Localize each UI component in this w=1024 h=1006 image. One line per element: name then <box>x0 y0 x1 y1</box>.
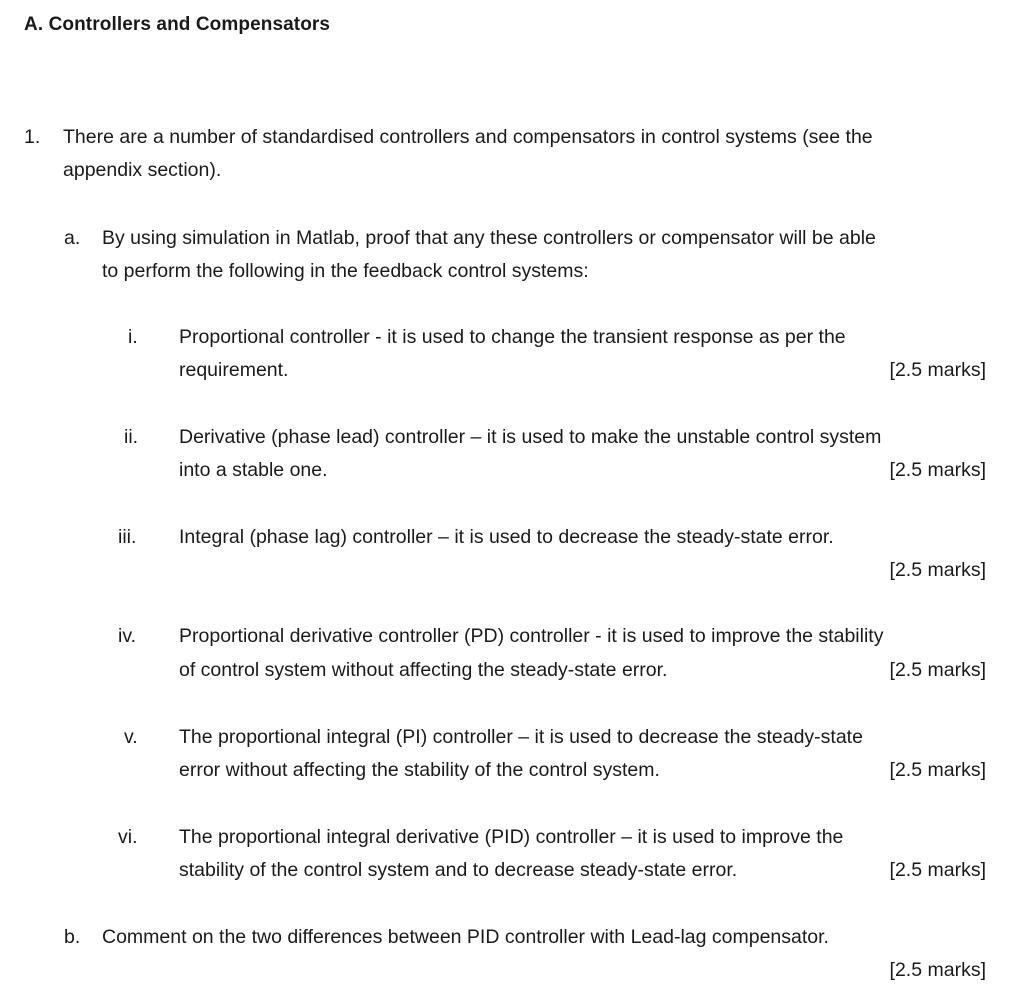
item-ii-marks: [2.5 marks] <box>889 459 986 481</box>
item-v-label: v. <box>124 726 138 748</box>
item-v-line2: error without affecting the stability of the control system. <box>179 759 660 781</box>
item-iv-line2: of control system without affecting the steady-state error. <box>179 659 668 681</box>
item-v-line1: The proportional integral (PI) controller – it is used to decrease the steady-state <box>179 726 863 748</box>
item-i-label: i. <box>128 326 138 348</box>
item-ii-line2: into a stable one. <box>179 459 328 481</box>
item-iii-label: iii. <box>118 526 137 548</box>
item-iv-line1: Proportional derivative controller (PD) controller - it is used to improve the stability <box>179 625 884 647</box>
part-b-label: b. <box>64 926 81 948</box>
item-iii-line1: Integral (phase lag) controller – it is used to decrease the steady-state error. <box>179 526 834 548</box>
item-i-line2: requirement. <box>179 359 289 381</box>
item-vi-line2: stability of the control system and to decrease steady-state error. <box>179 859 738 881</box>
item-i-marks: [2.5 marks] <box>889 359 986 381</box>
item-iv-marks: [2.5 marks] <box>889 659 986 681</box>
part-a-line1: By using simulation in Matlab, proof that any these controllers or compensator will be able <box>102 227 876 249</box>
item-vi-label: vi. <box>118 826 138 848</box>
section-title: A. Controllers and Compensators <box>24 14 331 35</box>
item-iii-marks: [2.5 marks] <box>889 559 986 581</box>
question-number: 1. <box>24 126 41 148</box>
part-a-label: a. <box>64 227 81 249</box>
item-v-marks: [2.5 marks] <box>889 759 986 781</box>
item-ii-label: ii. <box>124 426 139 448</box>
question-text-line1: There are a number of standardised controllers and compensators in control systems (see the <box>63 126 873 148</box>
item-ii-line1: Derivative (phase lead) controller – it is used to make the unstable control system <box>179 426 882 448</box>
part-b-marks: [2.5 marks] <box>889 959 986 981</box>
item-i-line1: Proportional controller - it is used to change the transient response as per the <box>179 326 846 348</box>
part-b-line1: Comment on the two differences between PID controller with Lead-lag compensator. <box>102 926 829 948</box>
item-vi-line1: The proportional integral derivative (PID) controller – it is used to improve the <box>179 826 844 848</box>
item-iv-label: iv. <box>118 625 137 647</box>
item-vi-marks: [2.5 marks] <box>889 859 986 881</box>
question-text-line2: appendix section). <box>63 159 222 181</box>
part-a-line2: to perform the following in the feedback control systems: <box>102 260 589 282</box>
